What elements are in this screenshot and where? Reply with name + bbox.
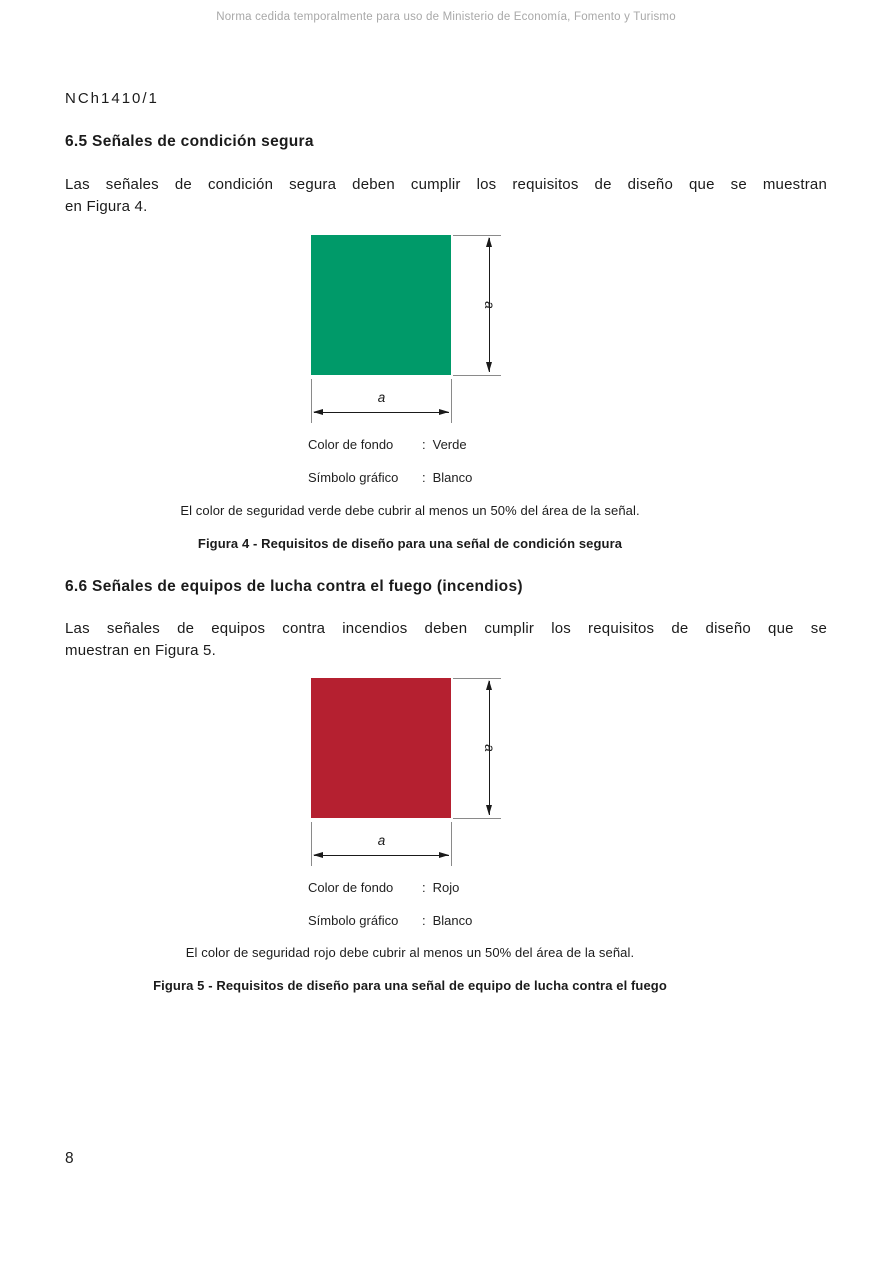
legend-row <box>308 880 472 895</box>
dimension-arrow-right-icon <box>439 409 449 415</box>
extension-line-top <box>453 678 501 679</box>
figure-4-green-square <box>311 235 451 375</box>
watermark-text: Norma cedida temporalmente para uso de Ministerio de Economía, Fomento y Turismo <box>216 11 676 23</box>
legend-value: Blanco <box>432 913 473 928</box>
legend-label: Color de fondo <box>308 880 394 895</box>
paragraph-line: muestran en Figura 5. <box>65 642 216 659</box>
figure-4-legend <box>308 437 472 503</box>
legend-value: Blanco <box>432 470 473 485</box>
figure-4-caption: Figura 4 - Requisitos de diseño para una señal de condición segura <box>197 536 623 551</box>
figure-5-note: El color de seguridad rojo debe cubrir al menos un 50% del área de la señal. <box>185 945 635 960</box>
dimension-arrow-down-icon <box>486 805 492 815</box>
legend-separator: : <box>422 880 426 895</box>
figure-5-diagram <box>311 678 511 868</box>
extension-line-bottom <box>453 818 501 819</box>
dimension-label-vertical: a <box>482 744 497 752</box>
dimension-arrow-up-icon <box>486 680 492 690</box>
document-code: NCh1410/1 <box>65 90 159 107</box>
section-6-5-paragraph <box>65 174 827 218</box>
dimension-arrow-right-icon <box>439 852 449 858</box>
extension-line-top <box>453 235 501 236</box>
dimension-line-horizontal <box>314 412 449 413</box>
paragraph-line: Las señales de condición segura deben cumplir los requisitos de diseño que se muestran <box>65 176 827 193</box>
paragraph-line: en Figura 4. <box>65 198 148 215</box>
legend-value: Verde <box>432 437 467 452</box>
dimension-arrow-left-icon <box>313 852 323 858</box>
section-6-6-heading: 6.6 Señales de equipos de lucha contra el fuego (incendios) <box>65 578 523 595</box>
dimension-label-horizontal: a <box>377 390 386 405</box>
dimension-label-vertical: a <box>482 301 497 309</box>
legend-row <box>308 470 472 485</box>
legend-value: Rojo <box>432 880 460 895</box>
legend-label: Símbolo gráfico <box>308 470 399 485</box>
figure-4-diagram <box>311 235 511 425</box>
section-6-6-paragraph <box>65 618 827 662</box>
section-6-5-heading: 6.5 Señales de condición segura <box>65 133 314 150</box>
legend-separator: : <box>422 470 426 485</box>
legend-label: Color de fondo <box>308 437 394 452</box>
extension-line-bottom <box>453 375 501 376</box>
figure-5-red-square <box>311 678 451 818</box>
dimension-arrow-up-icon <box>486 237 492 247</box>
dimension-label-horizontal: a <box>377 833 386 848</box>
figure-5-legend <box>308 880 472 946</box>
legend-row <box>308 437 472 452</box>
legend-separator: : <box>422 437 426 452</box>
figure-5-caption: Figura 5 - Requisitos de diseño para una señal de equipo de lucha contra el fuego <box>153 978 667 993</box>
figure-4-note: El color de seguridad verde debe cubrir al menos un 50% del área de la señal. <box>180 503 640 518</box>
dimension-arrow-left-icon <box>313 409 323 415</box>
legend-label: Símbolo gráfico <box>308 913 399 928</box>
legend-row <box>308 913 472 928</box>
dimension-arrow-down-icon <box>486 362 492 372</box>
legend-separator: : <box>422 913 426 928</box>
dimension-line-horizontal <box>314 855 449 856</box>
page-number: 8 <box>65 1150 74 1167</box>
paragraph-line: Las señales de equipos contra incendios deben cumplir los requisitos de diseño que se <box>65 620 827 637</box>
